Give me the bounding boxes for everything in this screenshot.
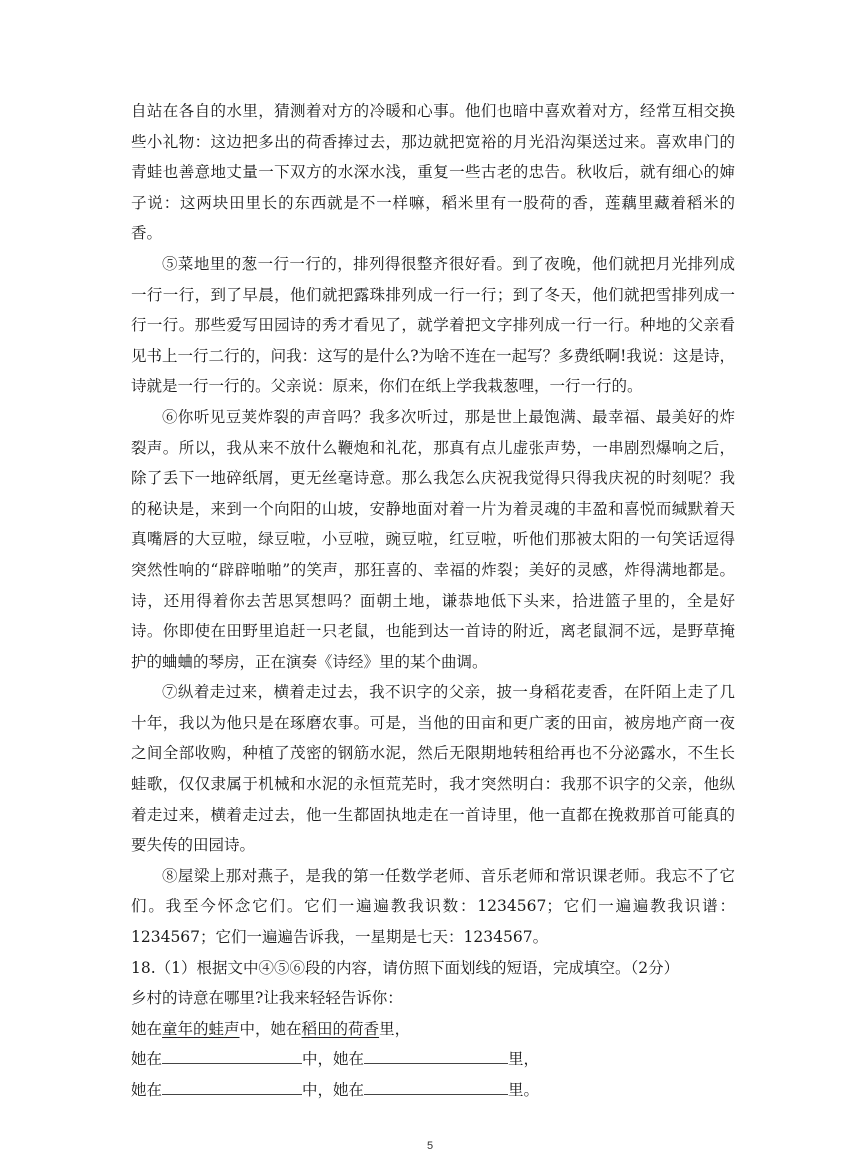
answer-blank-2b[interactable] [364, 1078, 508, 1095]
fill-line-1-pre: 她在 [131, 1050, 163, 1069]
fill-line-2-mid: 中，她在 [302, 1081, 365, 1099]
example-phrase-1: 童年的蛙声 [162, 1019, 240, 1038]
fill-line-2-pre: 她在 [131, 1081, 163, 1099]
example-phrase-2: 稻田的荷香 [301, 1019, 380, 1038]
paragraph-4-continued: 自站在各自的水里，猜测着对方的冷暖和心事。他们也暗中喜欢着对方，经常互相交换些小礼物：这边把多出的荷香捧过去，那边就把宽裕的月光沿沟渠送过来。喜欢串门的青蛙也善意地丈量一下双方的水深水浅，重复一些古老的忠告。秋收后，就有细心的婶子说：这两块田里长的东西就是不一样嘛，稻米里有一股荷的香，莲藕里藏着稻米的香。 [131, 102, 735, 243]
page-content [131, 96, 735, 1106]
question-stem: 18.（1）根据文中④⑤⑥段的内容，请仿照下面划线的短语，完成填空。（2分） [131, 958, 680, 977]
paragraph-7: ⑦纵着走过来，横着走过去，我不识字的父亲，披一身稻花麦香，在阡陌上走了几十年，我以为他只是在琢磨农事。可是，当他的田亩和更广袤的田亩，被房地产商一夜之间全部收购，种植了茂密的钢筋水泥，然后无限期地转租给再也不分泌露水，不生长蛙歌，仅仅隶属于机械和水泥的永恒荒芜时，我才突然明白：我那不识字的父亲，他纵着走过来，横着走过去，他一生都固执地走在一首诗里，他一直都在挽救那首可能真的要失传的田园诗。 [131, 683, 735, 855]
paragraph-6: ⑥你听见豆荚炸裂的声音吗？我多次听过，那是世上最饱满、最幸福、最美好的炸裂声。所以，我从来不放什么鞭炮和礼花，那真有点儿虚张声势，一串剧烈爆响之后，除了丢下一地碎纸屑，更无丝毫诗意。那么我怎么庆祝我觉得只得我庆祝的时刻呢？我的秘诀是，来到一个向阳的山坡，安静地面对着一片为着灵魂的丰盈和喜悦而缄默着天真嘴唇的大豆啦，绿豆啦，小豆啦，豌豆啦，红豆啦，听他们那被太阳的一句笑话逗得突然性响的“辟辟啪啪”的笑声，那狂喜的、幸福的炸裂；美好的灵感，炸得满地都是。诗，还用得着你去苦思冥想吗？面朝土地，谦恭地低下头来，拾进篮子里的，全是好诗。你即使在田野里追赶一只老鼠，也能到达一首诗的附近，离老鼠洞不远，是野草掩护的蛐蛐的琴房，正在演奏《诗经》里的某个曲调。 [131, 407, 735, 671]
example-pre: 她在 [131, 1019, 163, 1038]
answer-blank-2a[interactable] [162, 1078, 302, 1095]
fill-line-2-post: 里。 [508, 1081, 540, 1099]
paragraph-5: ⑤菜地里的葱一行一行的，排列得很整齐很好看。到了夜晚，他们就把月光排列成一行一行，到了早晨，他们就把露珠排列成一行一行；到了冬天，他们就把雪排列成一行一行。那些爱写田园诗的秀才看见了，就学着把文字排列成一行一行。种地的父亲看见书上一行二行的，问我：这写的是什么?为啥不连在一起写？多费纸啊!我说：这是诗，诗就是一行一行的。父亲说：原来，你们在纸上学我栽葱哩，一行一行的。 [131, 254, 735, 396]
fill-line-1 [131, 1044, 735, 1075]
page-number: 5 [426, 1140, 434, 1152]
answer-blank-1b[interactable] [364, 1047, 508, 1064]
paragraph-8: ⑧屋梁上那对燕子，是我的第一任数学老师、音乐老师和常识课老师。我忘不了它们。我至今怀念它们。它们一遍遍教我识数：1234567；它们一遍遍教我识谱：1234567；它们一遍遍告诉我，一星期是七天：1234567。 [131, 866, 735, 947]
fill-line-1-mid: 中，她在 [302, 1050, 365, 1069]
example-mid: 中，她在 [239, 1019, 302, 1038]
answer-blank-1a[interactable] [162, 1047, 302, 1064]
fill-line-1-post: 里， [508, 1050, 540, 1069]
fill-line-2 [131, 1075, 735, 1106]
example-post: 里， [379, 1019, 411, 1038]
example-line [131, 1014, 735, 1045]
question-prompt: 乡村的诗意在哪里?让我来轻轻告诉你： [131, 989, 403, 1008]
question-18 [131, 953, 735, 1106]
